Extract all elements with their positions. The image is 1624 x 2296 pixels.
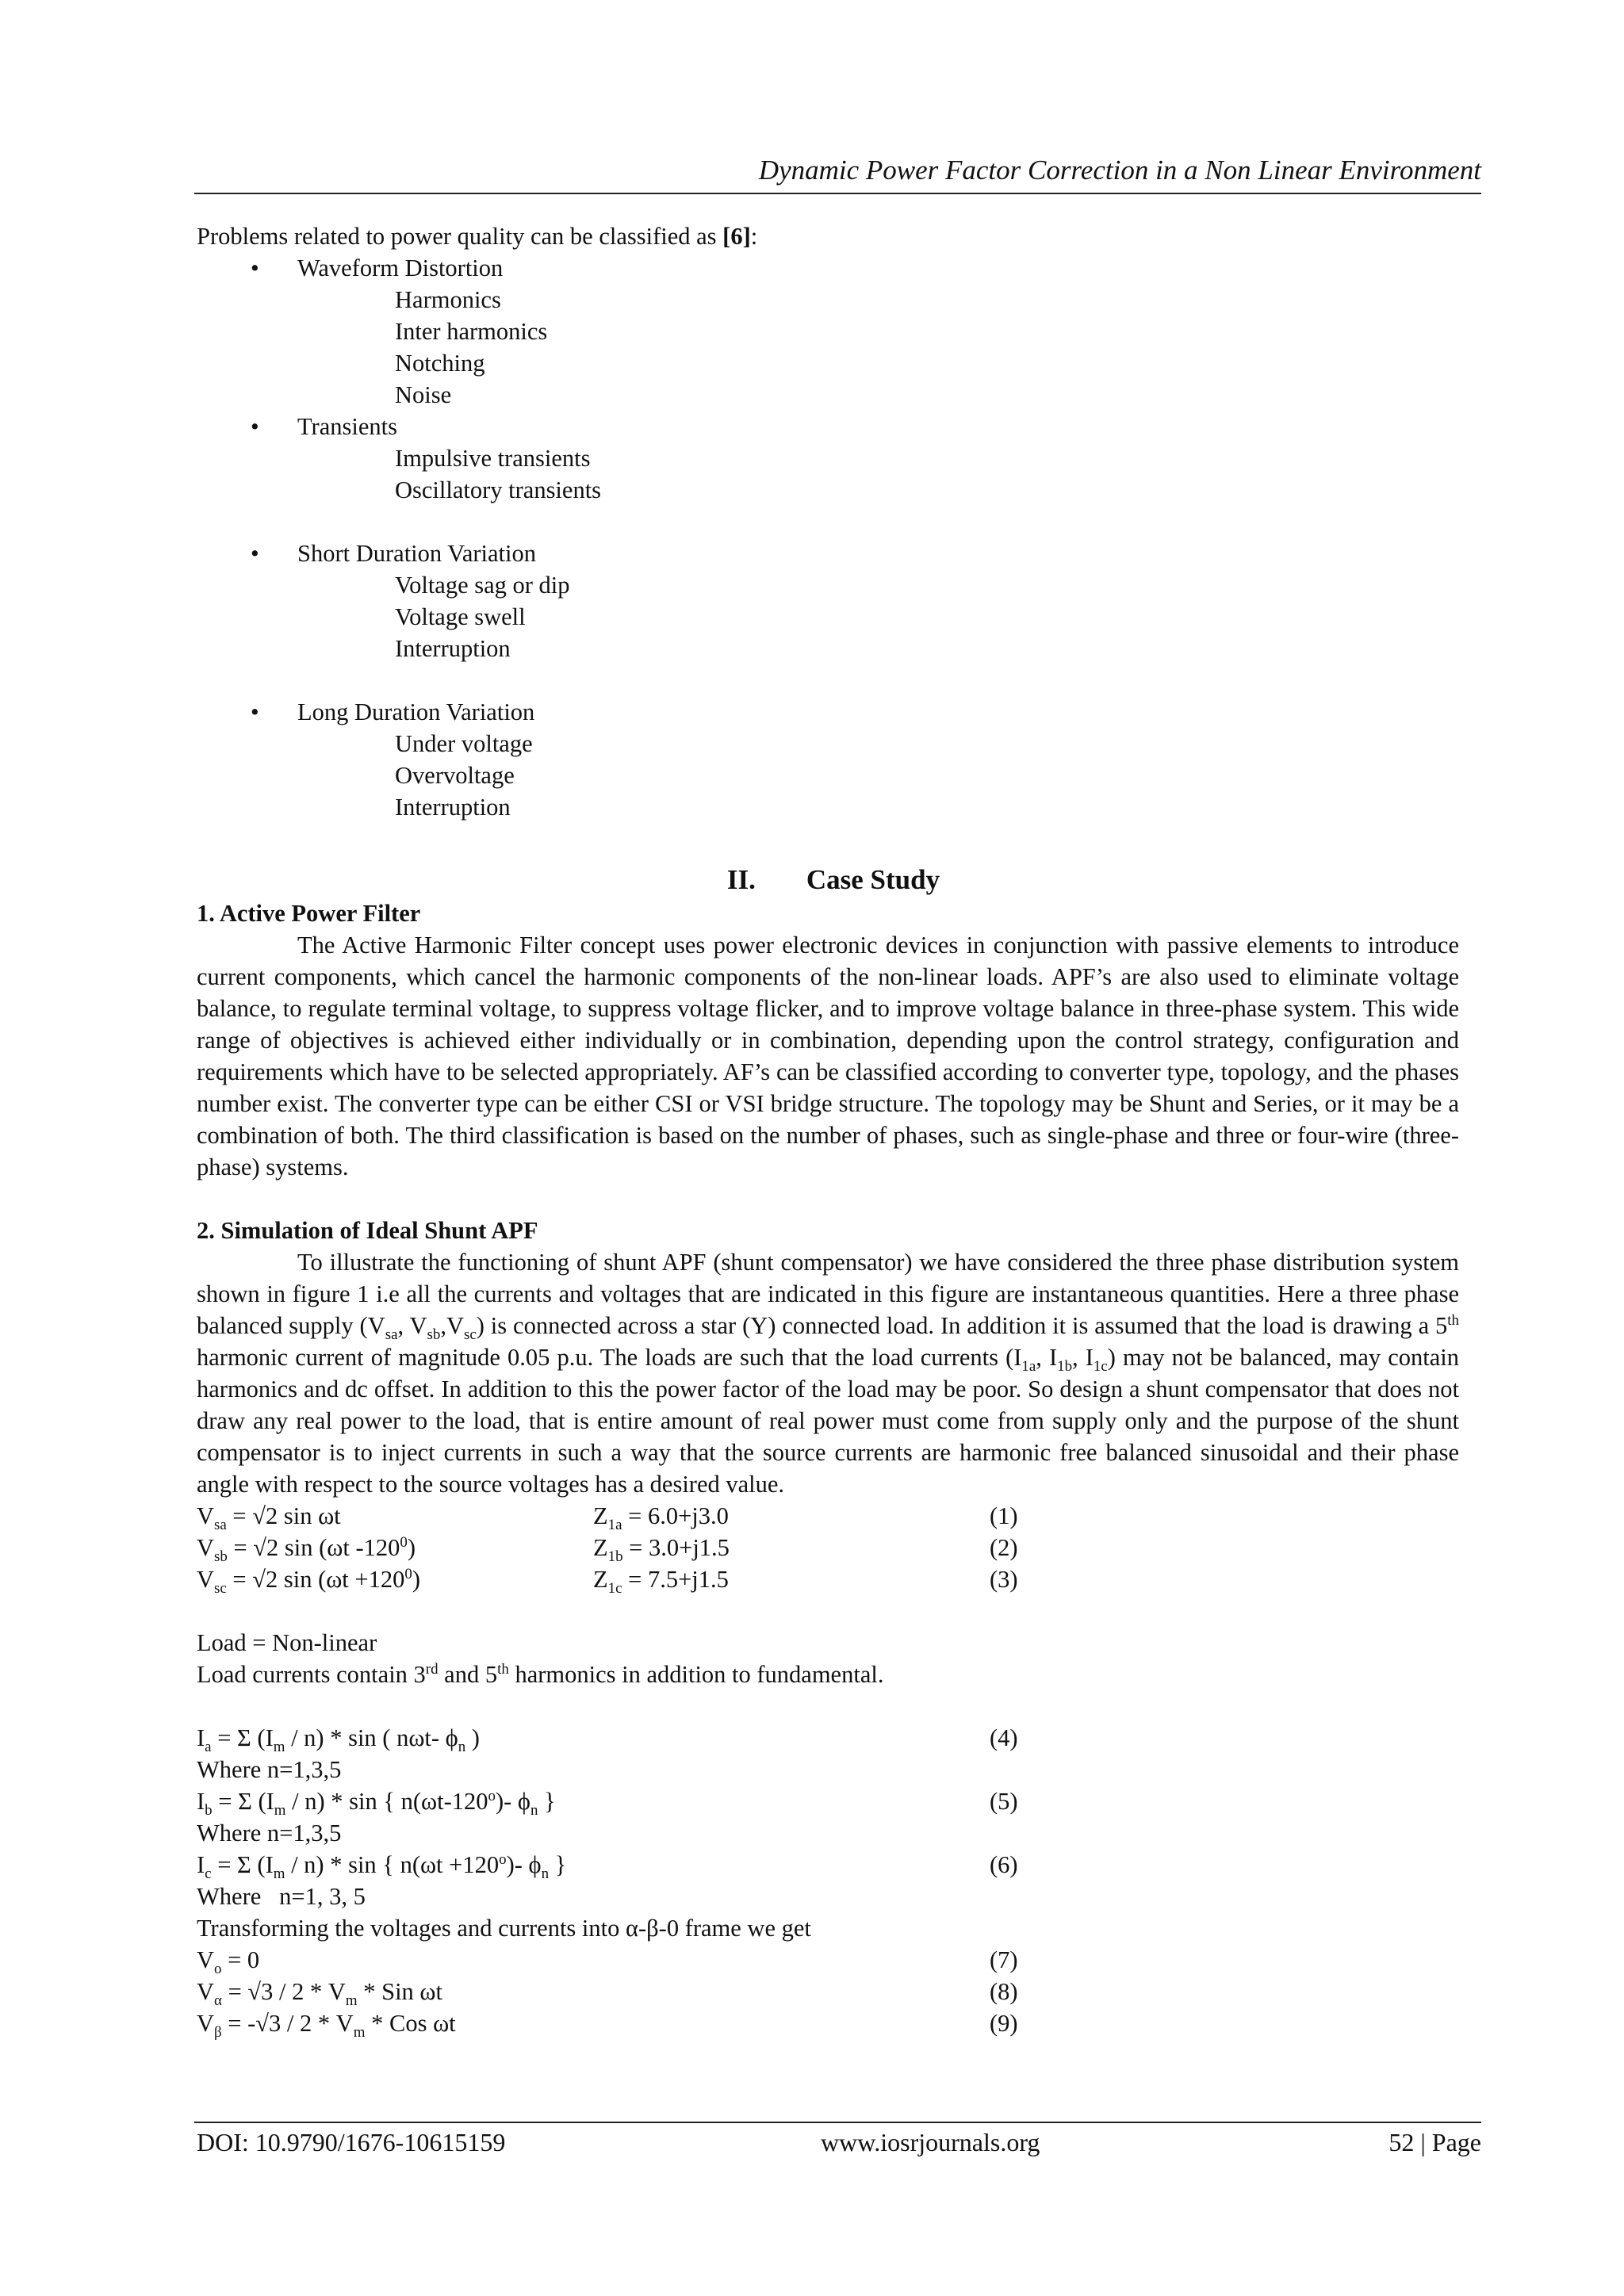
- equation-9: $V_\beta = -√3 / 2 * V_m$ * Cos ωt (9): [197, 2007, 1459, 2039]
- equation-number: (1): [990, 1502, 1018, 1529]
- subitem: Voltage swell: [395, 603, 526, 630]
- equation-number: (9): [990, 2010, 1018, 2037]
- apf-paragraph: The Active Harmonic Filter concept uses power electronic devices in conjunction with passive elements to introduce current components, which cancel the harmonic components of the non-linear loads. APF’s are also used to eliminate voltage balance, to regulate terminal voltage, to suppress voltage flicker, and to improve voltage balance in three-phase system. This wide range of objectives is achieved either individually or in combination, depending upon the control strategy, configuration and requirements which have to be selected appropriately. AF’s can be classified according to converter type, topology, and the phases number exist. The converter type can be either CSI or VSI bridge structure. The topology may be Shunt and Series, or it may be a combination of both. The third classification is based on the number of phases, such as single-phase and three or four-wire (three-phase) systems.: [197, 932, 1459, 1181]
- subitem: Interruption: [395, 635, 511, 662]
- equation-6: $I_c = \Sigma$ $(I_m / n)$ * sin { $n(\omega t +120^o)-$ $\phi_n$ } (6): [197, 1849, 1459, 1881]
- footer-rule: [194, 2122, 1481, 2123]
- subitem: Noise: [395, 381, 452, 408]
- equation-number: (4): [990, 1724, 1018, 1751]
- load-harmonics-line: Load currents contain 3rd and 5th harmonics in addition to fundamental.: [197, 1660, 884, 1688]
- category-short-duration: • Short Duration Variation: [197, 538, 1459, 569]
- bullet-icon: •: [251, 540, 259, 567]
- citation-ref: [6]: [722, 223, 751, 250]
- subitem: Impulsive transients: [395, 445, 591, 472]
- equation-number: (6): [990, 1851, 1018, 1878]
- equation-5: $I_b = \Sigma$ $(I_m / n)$ * sin { n(ωt-120$^o$)- $\phi_n$ } (5): [197, 1785, 1459, 1817]
- footer-website: www.iosrjournals.org: [821, 2128, 1040, 2156]
- where-line: Where n=1,3,5: [197, 1820, 342, 1846]
- equation-3: $V_{sc} = √2$ $\sin (\omega t +120^0)$ $Z_{1c} = 7.5+j1.5$ (3): [197, 1563, 1459, 1595]
- equation-number: (5): [990, 1788, 1018, 1815]
- equation-2: $V_{sb} = √2$ sin (ωt $-120^0$) $Z_{1b} = 3.0+j1.5$ (2): [197, 1532, 1459, 1563]
- subitem: Voltage sag or dip: [395, 572, 570, 599]
- bullet-icon: •: [251, 413, 259, 440]
- intro-line: Problems related to power quality can be classified as [6]:: [197, 223, 758, 250]
- equation-number: (7): [990, 1946, 1018, 1973]
- running-header: Dynamic Power Factor Correction in a Non Linear Environment: [758, 155, 1481, 186]
- header-rule: [194, 193, 1481, 194]
- simulation-paragraph: To illustrate the functioning of shunt APF (shunt compensator) we have considered the three phase distribution system shown in figure 1 i.e all the currents and voltages that are indicated in this figure are instantaneous quantities. Here a three phase balanced supply ($V_{sa}$, $V_{sb},V_{sc}$) is connected across a star (Y) connected load. In addition it is assumed that the load is drawing a 5th harmonic current of magnitude 0.05 p.u. The loads are such that the load currents ($I_{1a}$, $I_{1b}$, $I_{1c}$) may not be balanced, may contain harmonics and dc offset. In addition to this the power factor of the load may be poor. So design a shunt compensator that does not draw any real power to the load, that is entire amount of real power must come from supply only and the purpose of the shunt compensator is to inject currents in such a way that the source currents are harmonic free balanced sinusoidal and their phase angle with respect to the source voltages has a desired value.: [197, 1249, 1459, 1498]
- subsection-heading-apf: 1. Active Power Filter: [197, 900, 421, 927]
- power-quality-list-block: [197, 220, 1459, 823]
- footer-page-number: 52 | Page: [1388, 2128, 1481, 2156]
- subitem: Under voltage: [395, 730, 533, 757]
- subitem: Overvoltage: [395, 762, 515, 789]
- equation-8: $V_\alpha = √3 / 2 * V_m$ * Sin ωt (8): [197, 1976, 1459, 2007]
- subitem: Inter harmonics: [395, 318, 548, 345]
- equation-number: (8): [990, 1978, 1018, 2005]
- category-long-duration: • Long Duration Variation: [197, 696, 1459, 728]
- equation-number: (3): [990, 1566, 1018, 1593]
- load-type-line: Load = Non-linear: [197, 1629, 377, 1656]
- equation-7: $V_o = 0$ (7): [197, 1944, 1459, 1976]
- page-footer: [197, 2125, 1481, 2160]
- equation-1: $V_{sa} = √2$ sin ωt $Z_{1a} = 6.0+j3.0$ (1): [197, 1500, 1459, 1532]
- section-heading-block: [197, 863, 1459, 897]
- footer-doi: DOI: 10.9790/1676-10615159: [197, 2128, 506, 2156]
- subitem: Harmonics: [395, 286, 501, 313]
- where-line: Where n=1, 3, 5: [197, 1883, 366, 1910]
- transform-line: Transforming the voltages and currents into α-β-0 frame we get: [197, 1915, 811, 1942]
- subitem: Interruption: [395, 794, 511, 821]
- category-transients: • Transients: [197, 411, 1459, 442]
- where-line: Where n=1,3,5: [197, 1756, 342, 1783]
- section-title: II. Case Study: [726, 864, 940, 895]
- subitem: Notching: [395, 350, 485, 377]
- equation-4: $I_a = \Sigma$ $(I_m / n)$ * sin ( nωt- $\phi_n$ ) (4): [197, 1722, 1459, 1754]
- bullet-icon: •: [251, 698, 259, 725]
- subitem: Oscillatory transients: [395, 476, 602, 503]
- bullet-icon: •: [251, 254, 259, 281]
- category-waveform-distortion: • Waveform Distortion: [197, 252, 1459, 284]
- subsection-heading-simulation: 2. Simulation of Ideal Shunt APF: [197, 1217, 538, 1244]
- equation-number: (2): [990, 1534, 1018, 1561]
- body-block: [197, 897, 1459, 2042]
